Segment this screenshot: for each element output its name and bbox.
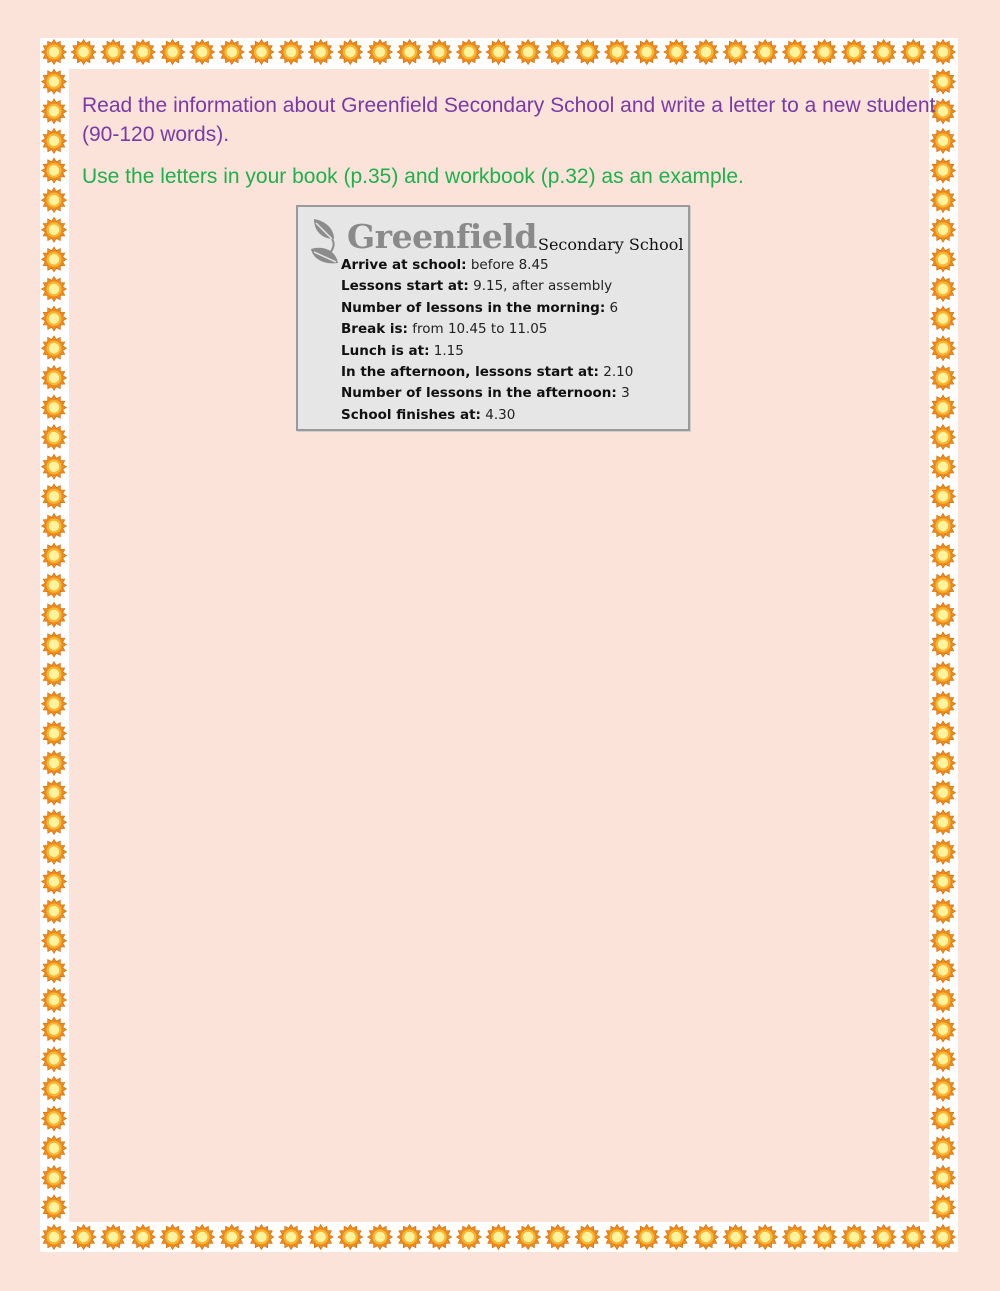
fact-value: 2.10 <box>603 364 634 381</box>
school-facts-list <box>341 255 633 426</box>
fact-value: from 10.45 to 11.05 <box>412 321 548 338</box>
example-hint: Use the letters in your book (p.35) and workbook (p.32) as an example. <box>82 165 744 188</box>
fact-value: before 8.45 <box>470 257 549 273</box>
school-fact-row <box>341 255 633 276</box>
fact-value: 4.30 <box>485 406 516 423</box>
leaf-icon <box>308 215 344 275</box>
school-name: Greenfield <box>347 217 537 256</box>
fact-value: 1.15 <box>433 342 464 359</box>
school-subtitle: Secondary School <box>538 235 684 254</box>
fact-label: School finishes at: <box>341 406 481 423</box>
task-instruction: Read the information about Greenfield Secondary School and write a letter to a new student (90-120 words). <box>82 94 936 146</box>
fact-label: In the afternoon, lessons start at: <box>341 364 599 381</box>
fact-label: Number of lessons in the morning: <box>341 299 606 316</box>
school-fact-row <box>341 362 633 383</box>
school-fact-row <box>341 319 633 340</box>
fact-label: Number of lessons in the afternoon: <box>341 385 617 402</box>
school-fact-row <box>341 341 633 362</box>
school-fact-row <box>341 298 633 319</box>
school-fact-row <box>341 405 633 426</box>
fact-value: 6 <box>609 299 619 316</box>
fact-label: Lunch is at: <box>341 342 430 359</box>
school-fact-row <box>341 383 633 404</box>
fact-label: Arrive at school: <box>341 257 467 273</box>
fact-label: Lessons start at: <box>341 278 469 295</box>
fact-value: 9.15, after assembly <box>473 278 613 295</box>
fact-label: Break is: <box>341 321 408 338</box>
school-info-card <box>296 205 690 431</box>
fact-value: 3 <box>621 385 630 402</box>
school-fact-row <box>341 276 633 297</box>
